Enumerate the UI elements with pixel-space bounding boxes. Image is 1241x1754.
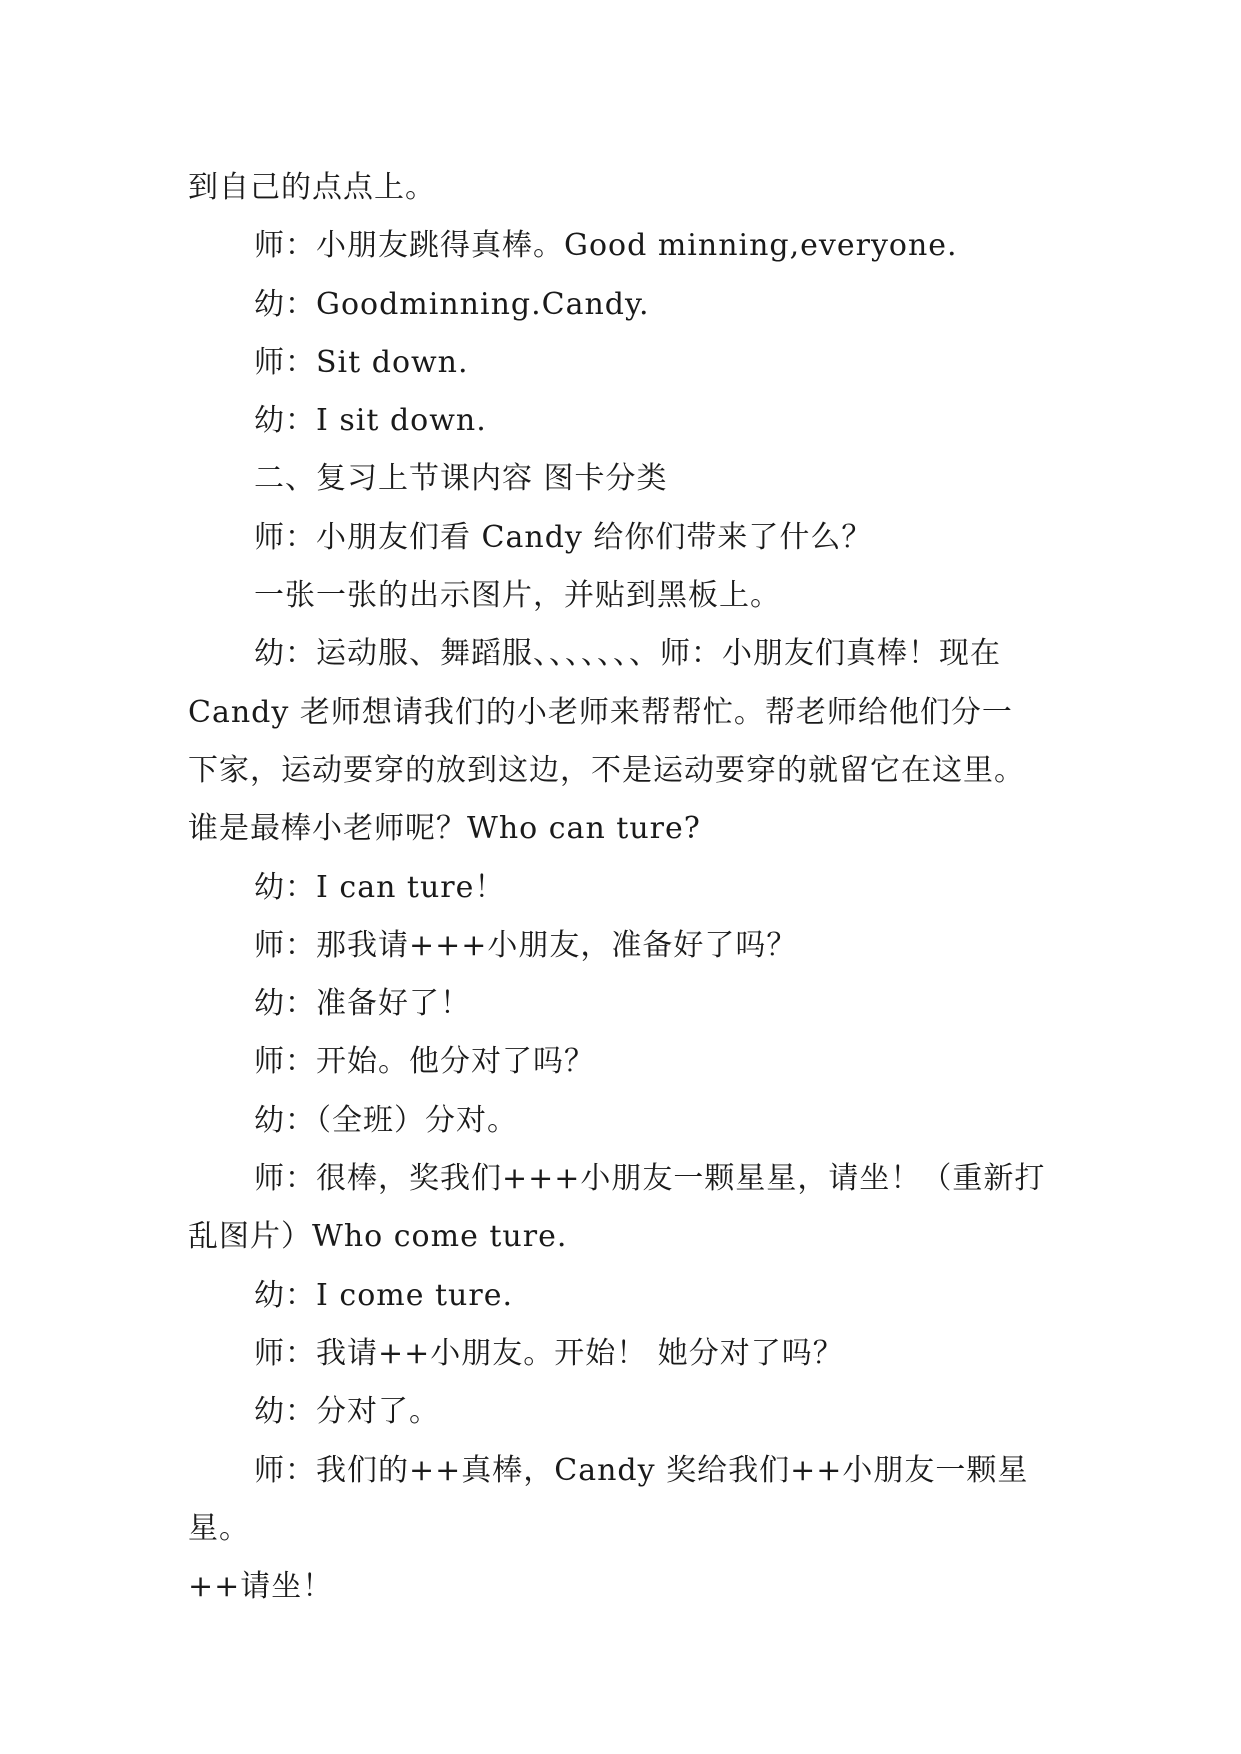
paragraph-line: 幼：（全班）分对。	[254, 1102, 518, 1138]
paragraph-line: 师：很棒，奖我们+++小朋友一颗星星，请坐！（重新打	[254, 1161, 1046, 1197]
paragraph-line: 师：Sit down.	[254, 344, 469, 380]
paragraph-line: Candy 老师想请我们的小老师来帮帮忙。帮老师给他们分一	[188, 694, 1013, 730]
paragraph-line: 幼：I can ture！	[254, 869, 506, 905]
paragraph-line: 到自己的点点上。	[188, 170, 436, 205]
paragraph-line: 师：小朋友跳得真棒。Good minning,everyone.	[254, 228, 958, 264]
paragraph-line: 幼：准备好了！	[254, 986, 471, 1022]
paragraph-line: ++请坐！	[188, 1569, 334, 1605]
paragraph-line: 下家，运动要穿的放到这边，不是运动要穿的就留它在这里。	[188, 752, 1025, 788]
section-heading: 二、复习上节课内容 图卡分类	[254, 461, 668, 497]
paragraph-line: 乱图片）Who come ture.	[188, 1219, 568, 1255]
paragraph-line: 一张一张的出示图片，并贴到黑板上。	[254, 578, 781, 614]
paragraph-line: 师：小朋友们看 Candy 给你们带来了什么？	[254, 519, 873, 555]
paragraph-line: 师：我们的++真棒，Candy 奖给我们++小朋友一颗星星。	[188, 1452, 1029, 1546]
paragraph-line: 师：我请++小朋友。开始！ 她分对了吗？	[254, 1335, 844, 1371]
paragraph-line: 幼：运动服、舞蹈服、、、、、、、师：小朋友们真棒！现在	[254, 636, 1001, 672]
paragraph-line: 幼：I sit down.	[254, 403, 487, 439]
paragraph-line: 师：那我请+++小朋友，准备好了吗？	[254, 927, 798, 963]
document-body	[188, 159, 1056, 1616]
paragraph-line: 幼：Goodminning.Candy.	[254, 286, 650, 322]
paragraph-line: 谁是最棒小老师呢？Who can ture?	[188, 811, 701, 847]
paragraph-line: 幼：I come ture.	[254, 1277, 513, 1313]
paragraph-line: 幼：分对了。	[254, 1394, 440, 1430]
paragraph-line: 师：开始。他分对了吗？	[254, 1044, 595, 1080]
